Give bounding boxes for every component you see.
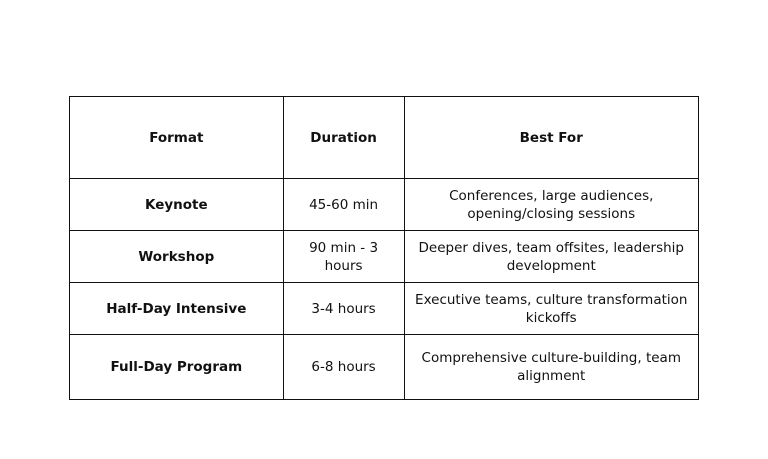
duration-cell: 3-4 hours (283, 283, 404, 335)
format-cell: Half-Day Intensive (70, 283, 284, 335)
best-for-cell: Deeper dives, team offsites, leadership development (404, 231, 698, 283)
header-row (70, 97, 699, 179)
header-format: Format (70, 97, 284, 179)
best-for-cell: Conferences, large audiences, opening/closing sessions (404, 179, 698, 231)
table-row (70, 179, 699, 231)
duration-cell: 45-60 min (283, 179, 404, 231)
format-cell: Full-Day Program (70, 335, 284, 400)
table-row (70, 283, 699, 335)
header-duration: Duration (283, 97, 404, 179)
table-row (70, 335, 699, 400)
header-best-for: Best For (404, 97, 698, 179)
format-cell: Workshop (70, 231, 284, 283)
format-cell: Keynote (70, 179, 284, 231)
duration-cell: 90 min - 3 hours (283, 231, 404, 283)
best-for-cell: Comprehensive culture-building, team alignment (404, 335, 698, 400)
formats-table (69, 96, 699, 400)
table-row (70, 231, 699, 283)
best-for-cell: Executive teams, culture transformation kickoffs (404, 283, 698, 335)
duration-cell: 6-8 hours (283, 335, 404, 400)
